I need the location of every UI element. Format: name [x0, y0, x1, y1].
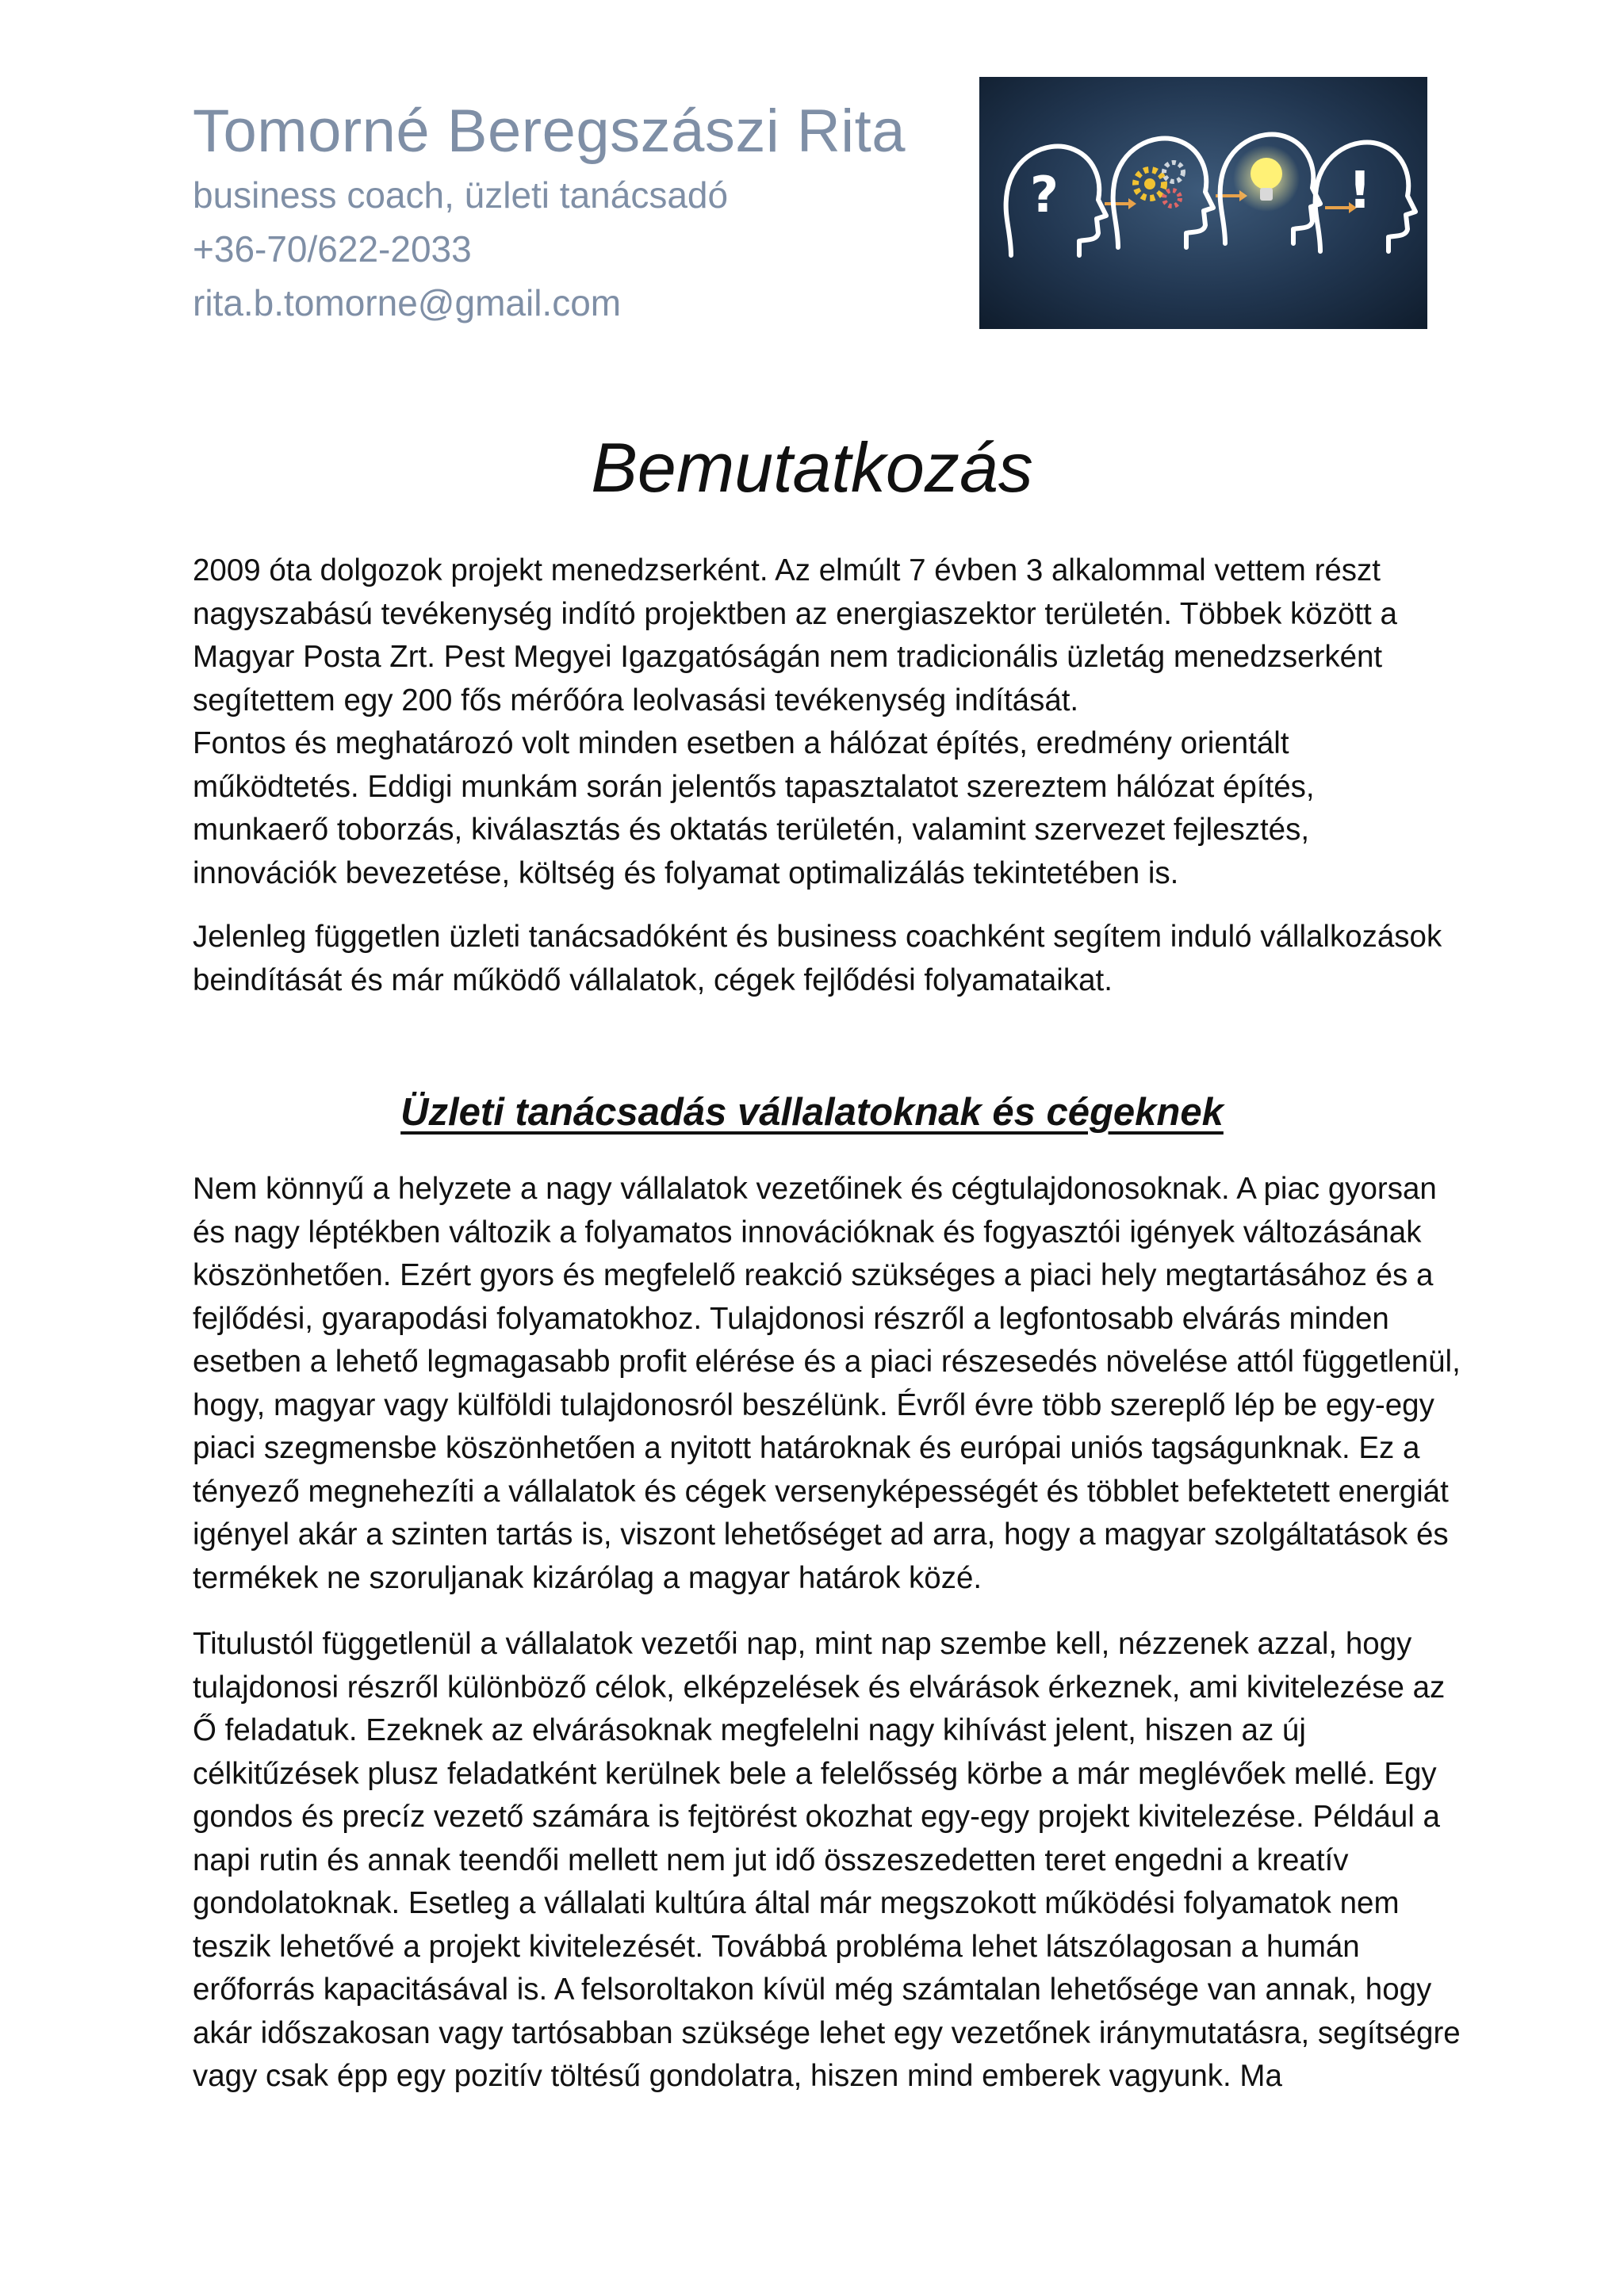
header-illustration	[979, 77, 1427, 329]
text-line: és nagy léptékben változik a folyamatos innovációknak és fogyasztói igények változásának	[193, 1215, 1422, 1249]
head-gears	[1113, 138, 1213, 247]
text-line: teszik lehetővé a projekt kivitelezését. Továbbá probléma lehet látszólagosan a humán	[193, 1929, 1360, 1964]
phone-number: +36-70/622-2033	[193, 228, 472, 270]
thought-process-graphic	[979, 77, 1427, 329]
section-heading: Üzleti tanácsadás vállalatoknak és cégeknek	[400, 1091, 1224, 1134]
text-line: erőforrás kapacitásával is. A felsoroltakon kívül még számtalan lehetősége van annak, hogy	[193, 1973, 1432, 2007]
text-line: Fontos és meghatározó volt minden esetben a hálózat építés, eredmény orientált	[193, 726, 1289, 760]
text-line: nagyszabású tevékenység indító projektben az energiaszektor területén. Többek között a	[193, 596, 1397, 631]
head-lightbulb	[1220, 134, 1320, 243]
text-line: munkaerő toborzás, kiválasztás és oktatás területén, valamint szervezet fejlesztés,	[193, 813, 1310, 847]
text-line: piaci szegmensbe köszönhetően a nyitott határoknak és európai uniós tagságunknak. Ez a	[193, 1431, 1420, 1465]
text-line: termékek ne szoruljanak kizárólag a magyar határok közé.	[193, 1560, 982, 1595]
text-line: hogy, magyar vagy külföldi tulajdonosról beszélünk. Évről évre több szereplő lép be egy-egy	[193, 1387, 1434, 1422]
text-line: Nem könnyű a helyzete a nagy vállalatok vezetőinek és cégtulajdonosoknak. A piac gyorsan	[193, 1172, 1437, 1206]
head-exclamation	[1316, 142, 1415, 251]
text-line: Jelenleg független üzleti tanácsadóként és business coachként segítem induló vállalkozások	[193, 920, 1442, 954]
contact-header	[193, 95, 906, 330]
text-line: innovációk bevezetése, költség és folyamat optimalizálás tekintetében is.	[193, 855, 1179, 890]
text-line: tényező megnehezíti a vállalatok és cégek versenyképességét és többlet befektetett energiát	[193, 1474, 1449, 1509]
text-line: célkitűzések plusz feladatként kerülnek bele a felelősség körbe a már meglévőek mellé. Egy	[193, 1756, 1437, 1791]
gears-icon	[1136, 163, 1183, 206]
text-line: köszönhetően. Ezért gyors és megfelelő reakció szükséges a piaci hely megtartásához és a	[193, 1258, 1434, 1292]
page-title: Bemutatkozás	[591, 428, 1033, 507]
exclamation-mark-icon: !	[1348, 162, 1372, 220]
text-line: tulajdonosi részről különböző célok, elképzelések és elvárások érkeznek, ami kivitelezése az	[193, 1670, 1446, 1705]
text-line: igényel akár a szinten tartás is, viszont lehetőséget ad arra, hogy a magyar szolgáltatások és	[193, 1517, 1449, 1552]
person-role: business coach, üzleti tanácsadó	[193, 174, 729, 216]
text-line: Titulustól függetlenül a vállalatok vezetői nap, mint nap szembe kell, nézzenek azzal, hogy	[193, 1627, 1412, 1661]
email-address: rita.b.tomorne@gmail.com	[193, 282, 622, 323]
text-line: napi rutin és annak teendői mellett nem jut idő összeszedetten teret engedni a kreatív	[193, 1843, 1349, 1877]
text-line: működtetés. Eddigi munkám során jelentős tapasztalatot szereztem hálózat építés,	[193, 769, 1315, 804]
question-mark-icon: ?	[1030, 166, 1059, 224]
text-line: esetben a lehető legmagasabb profit elérése és a piaci részesedés növelése attól függetlenül,	[193, 1345, 1461, 1379]
text-line: vagy csak épp egy pozitív töltésű gondolatra, hiszen mind emberek vagyunk. Ma	[193, 2059, 1282, 2093]
text-line: 2009 óta dolgozok projekt menedzserként. Az elmúlt 7 évben 3 alkalommal vettem részt	[193, 553, 1381, 587]
text-line: beindítását és már működő vállalatok, cégek fejlődési folyamataikat.	[193, 962, 1113, 997]
text-line: Ő feladatuk. Ezeknek az elvárásoknak megfelelni nagy kihívást jelent, hiszen az új	[193, 1713, 1306, 1747]
arrow-1	[1105, 198, 1136, 209]
text-line: Magyar Posta Zrt. Pest Megyei Igazgatóságán nem tradicionális üzletág menedzserként	[193, 640, 1383, 674]
text-line: gondolatoknak. Esetleg a vállalati kultúra által már megszokott működési folyamatok nem	[193, 1886, 1400, 1920]
intro-paragraph-2	[193, 916, 1442, 1002]
text-line: gondos és precíz vezető számára is fejtörést okozhat egy-egy projekt kivitelezése. Például a	[193, 1800, 1440, 1834]
section-paragraph-1	[193, 1168, 1461, 1600]
lightbulb-icon	[1233, 145, 1300, 212]
text-line: fejlődési, gyarapodási folyamatokhoz. Tulajdonosi részről a legfontosabb elvárás minden	[193, 1301, 1389, 1336]
intro-paragraph-1	[193, 549, 1438, 895]
person-name: Tomorné Beregszászi Rita	[193, 98, 906, 165]
head-question	[1006, 146, 1106, 255]
text-line: segítettem egy 200 fős mérőóra leolvasási tevékenység indítását.	[193, 683, 1079, 718]
text-line: akár időszakosan vagy tartósabban szüksége lehet egy vezetőnek iránymutatásra, segítségre	[193, 2015, 1461, 2050]
section-paragraph-2	[193, 1623, 1461, 2099]
